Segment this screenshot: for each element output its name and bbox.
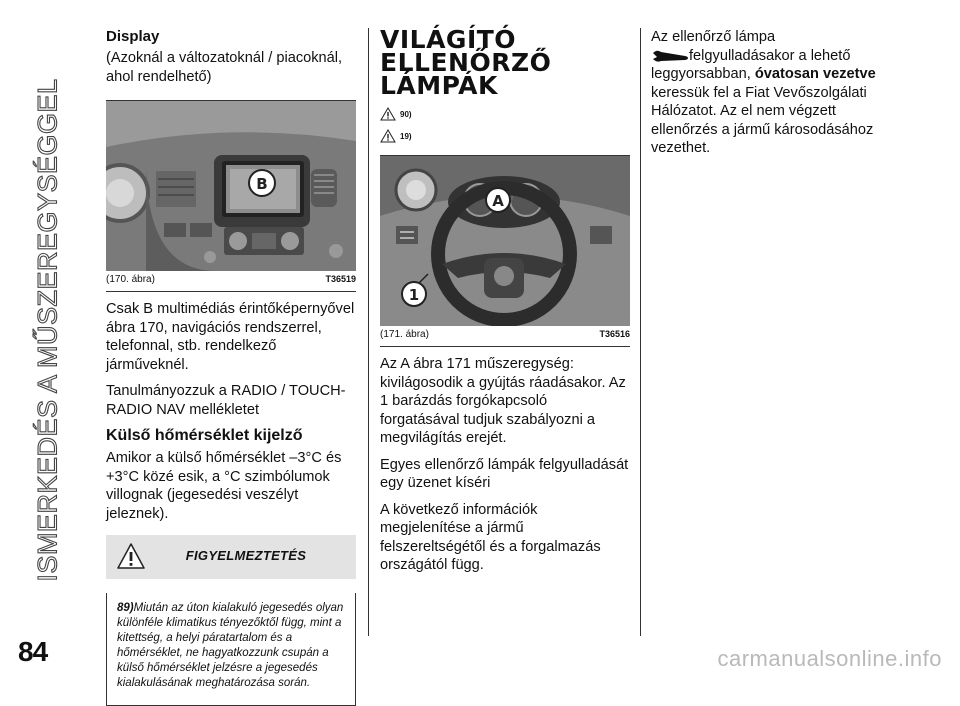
column-1 (106, 28, 356, 706)
display-paragraph-1: Csak B multimédiás érintőképernyővel ábra 170, navigációs rendszerrel, telefonnal, stb. rendelkező járműveknél. (106, 301, 355, 373)
warning-note-number: 89) (117, 602, 134, 614)
lamps-paragraph-1: Az A ábra 171 műszeregység: kivilágosodik a gyújtás ráadásakor. Az 1 barázdás forgókapcsoló forgatásával tudjuk szabályozni a megvilágítás erejét. (380, 356, 626, 446)
col3-line-2 (651, 47, 901, 66)
reference-row-2 (380, 125, 630, 147)
figure-170-caption-row (106, 271, 356, 291)
dashboard-display-image (106, 101, 356, 271)
instrument-cluster-image (380, 156, 630, 326)
figure-label-b: B (256, 175, 268, 193)
lamps-paragraph-3: A következő információk megjelenítése a jármű felszereltségétől és a forgalmazás országától függ. (380, 501, 601, 573)
display-heading: Display (106, 28, 160, 45)
warning-label: FIGYELMEZTETÉS (185, 548, 307, 563)
watermark: carmanualsonline.info (717, 646, 942, 671)
side-section-title (18, 40, 78, 620)
column-divider-2 (640, 28, 641, 636)
page-number: 84 (18, 636, 48, 667)
figure-171-caption: (171. ábra) (380, 329, 429, 340)
column-3 (651, 28, 901, 158)
figure-171-caption-row (380, 326, 630, 346)
figure-170-caption: (170. ábra) (106, 274, 155, 285)
temp-display-paragraph: Amikor a külső hőmérséklet –3°C és +3°C közé esik, a °C szimbólumok villognak (jegesedési veszélyt jeleznek). (106, 450, 342, 522)
reference-2-text: 19) (400, 131, 412, 141)
col3-line-3-start: leggyorsabban, (651, 66, 751, 82)
figure-170 (106, 100, 356, 292)
column-2 (380, 25, 630, 575)
temp-display-heading: Külső hőmérséklet kijelző (106, 427, 303, 444)
lamps-paragraph-2: Egyes ellenőrző lámpák felgyulladását egy üzenet kíséri (380, 456, 629, 491)
figure-label-1: 1 (408, 286, 420, 304)
figure-171 (380, 155, 630, 347)
col3-line-1: Az ellenőrző lámpa (651, 29, 776, 45)
wrench-icon (651, 49, 689, 63)
warning-ref-icon (380, 107, 396, 121)
display-intro: (Azoknál a változatoknál / piacoknál, ahol rendelhető) (106, 50, 343, 85)
col3-line-3 (651, 65, 901, 84)
column-divider-1 (368, 28, 369, 636)
col3-line-3-bold: óvatosan vezetve (754, 66, 876, 82)
section-title: VILÁGÍTÓ ELLENŐRZŐ LÁMPÁK (380, 25, 552, 100)
col3-line-2-text: felgyulladásakor a lehető (689, 47, 851, 64)
figure-label-a: A (492, 192, 504, 210)
side-section-title-text: ISMERKEDÉS A MŰSZEREGYSÉGGEL (32, 78, 63, 582)
caution-ref-icon (380, 129, 396, 143)
col3-rest: keressük fel a Fiat Vevőszolgálati Hálózatot. Az el nem végzett ellenőrzés a jármű károsodásához vezethet. (651, 84, 874, 156)
warning-note-text: Miután az úton kialakuló jegesedés olyan különféle klimatikus tényezőktől függ, mint a kitettség, a helyi páratartalom és a hőmérséklet, ne hagyatkozzunk csupán a külső hőmérséklet jelzésre a jegesedés kialakulásának meghatározása során. (117, 602, 344, 689)
warning-note (106, 593, 356, 706)
reference-row-1 (380, 103, 630, 125)
figure-170-code: T36519 (325, 274, 356, 284)
display-paragraph-2: Tanulmányozzuk a RADIO / TOUCH-RADIO NAV mellékletet (106, 383, 346, 418)
warning-banner (106, 535, 356, 579)
figure-171-code: T36516 (599, 329, 630, 339)
reference-1-text: 90) (400, 109, 412, 119)
